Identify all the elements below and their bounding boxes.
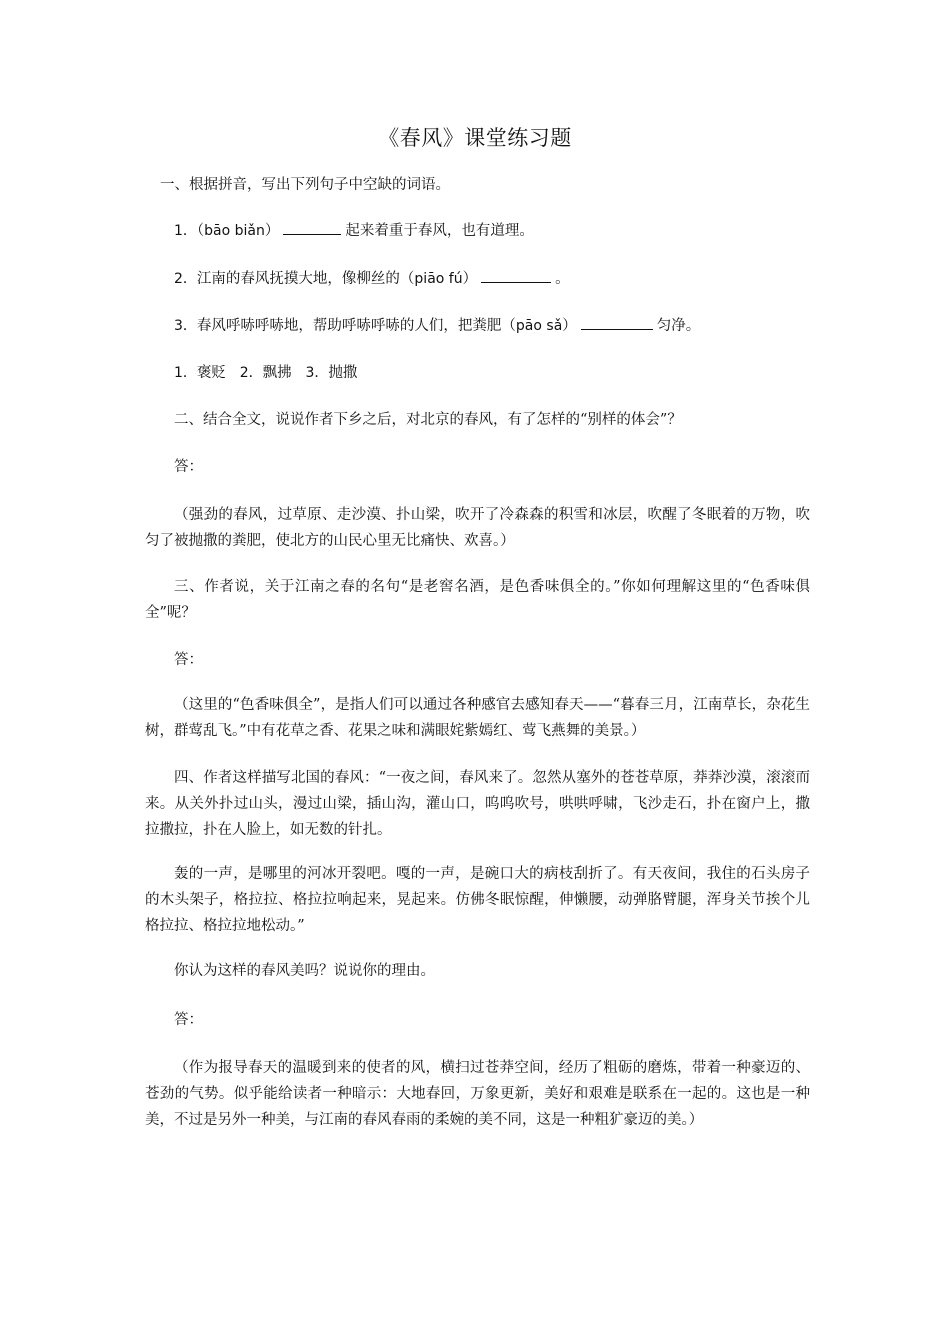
q3-suffix: 匀净。 xyxy=(656,318,701,334)
q3-number: 3． xyxy=(174,318,197,334)
q3-paren: ） xyxy=(562,318,577,334)
a1-text: 褒贬 xyxy=(196,365,226,381)
section2-answer-label: 答： xyxy=(174,459,203,475)
section1-answers xyxy=(174,360,839,386)
q1-number: 1． xyxy=(174,223,197,239)
question-2 xyxy=(174,266,839,292)
section4-answer: （作为报导春天的温暖到来的使者的风，横扫过苍莽空间，经历了粗砺的磨炼，带着一种豪迈的、苍劲的气势。似乎能给读者一种暗示：大地春回，万象更新，美好和艰难是联系在一起的。这也是一种美，不过是另外一种美，与江南的春风春雨的柔婉的美不同，这是一种粗犷豪迈的美。） xyxy=(145,1060,810,1128)
q2-number: 2． xyxy=(174,271,197,287)
section1-heading: 一、根据拼音，写出下列句子中空缺的词语。 xyxy=(160,177,450,193)
section2-question: 二、结合全文，说说作者下乡之后，对北京的春风，有了怎样的“别样的体会”？ xyxy=(174,412,682,428)
q1-prefix: （ xyxy=(196,223,205,239)
q2-prefix: 江南的春风抚摸大地，像柳丝的（ xyxy=(196,271,415,287)
section4-question: 你认为这样的春风美吗？说说你的理由。 xyxy=(174,963,435,979)
q1-suffix: 起来着重于春风，也有道理。 xyxy=(345,223,534,239)
question-3 xyxy=(174,313,839,339)
q3-prefix: 春风呼哧呼哧地，帮助呼哧呼哧的人们，把粪肥（ xyxy=(196,318,516,334)
a1-number: 1． xyxy=(174,365,197,381)
section4-quote-paragraph-1: 四、作者这样描写北国的春风：“一夜之间，春风来了。忽然从塞外的苍苍草原，莽莽沙漠，滚滚而来。从关外扑过山头，漫过山梁，插山沟，灌山口，呜呜吹号，哄哄呼啸，飞沙走石，扑在窗户上，撒拉撒拉，扑在人脸上，如无数的针扎。 xyxy=(145,770,810,838)
a3-number: 3． xyxy=(305,365,329,381)
section3-answer-label: 答： xyxy=(174,652,203,668)
a3-text: 抛撒 xyxy=(328,365,358,381)
section4-quote-paragraph-2: 轰的一声，是哪里的河冰开裂吧。嘎的一声，是碗口大的病枝刮折了。有天夜间，我住的石头房子的木头架子，格拉拉、格拉拉响起来，晃起来。仿佛冬眠惊醒，伸懒腰，动弹胳臂腿，浑身关节挨个儿格拉拉、格拉拉地松动。” xyxy=(145,866,810,934)
a2-number: 2． xyxy=(239,365,263,381)
a2-text: 飘拂 xyxy=(262,365,292,381)
page-title: 《春风》课堂练习题 xyxy=(378,126,572,150)
q2-pinyin: piāo fú xyxy=(414,271,463,287)
question-1 xyxy=(174,218,839,244)
section4-answer-label: 答： xyxy=(174,1012,203,1028)
q2-blank xyxy=(481,268,551,283)
section3-answer: （这里的“色香味俱全”，是指人们可以通过各种感官去感知春天——“暮春三月，江南草长，杂花生树，群莺乱飞。”中有花草之香、花果之味和满眼姹紫嫣红、莺飞燕舞的美景。） xyxy=(145,697,810,739)
section2-answer: （强劲的春风，过草原、走沙漠、扑山梁，吹开了冷森森的积雪和冰层，吹醒了冬眠着的万物，吹匀了被抛撒的粪肥，使北方的山民心里无比痛快、欢喜。） xyxy=(145,507,810,549)
q3-pinyin: pāo sǎ xyxy=(515,318,563,334)
q1-paren: ） xyxy=(264,223,280,239)
q1-pinyin: bāo biǎn xyxy=(204,223,265,239)
section3-question: 三、作者说，关于江南之春的名句“是老窖名酒，是色香味俱全的。”你如何理解这里的“色香味俱全”呢？ xyxy=(145,579,810,621)
q2-suffix: 。 xyxy=(555,271,570,287)
q2-paren: ） xyxy=(462,271,478,287)
q1-blank xyxy=(283,220,341,235)
q3-blank xyxy=(581,315,653,330)
